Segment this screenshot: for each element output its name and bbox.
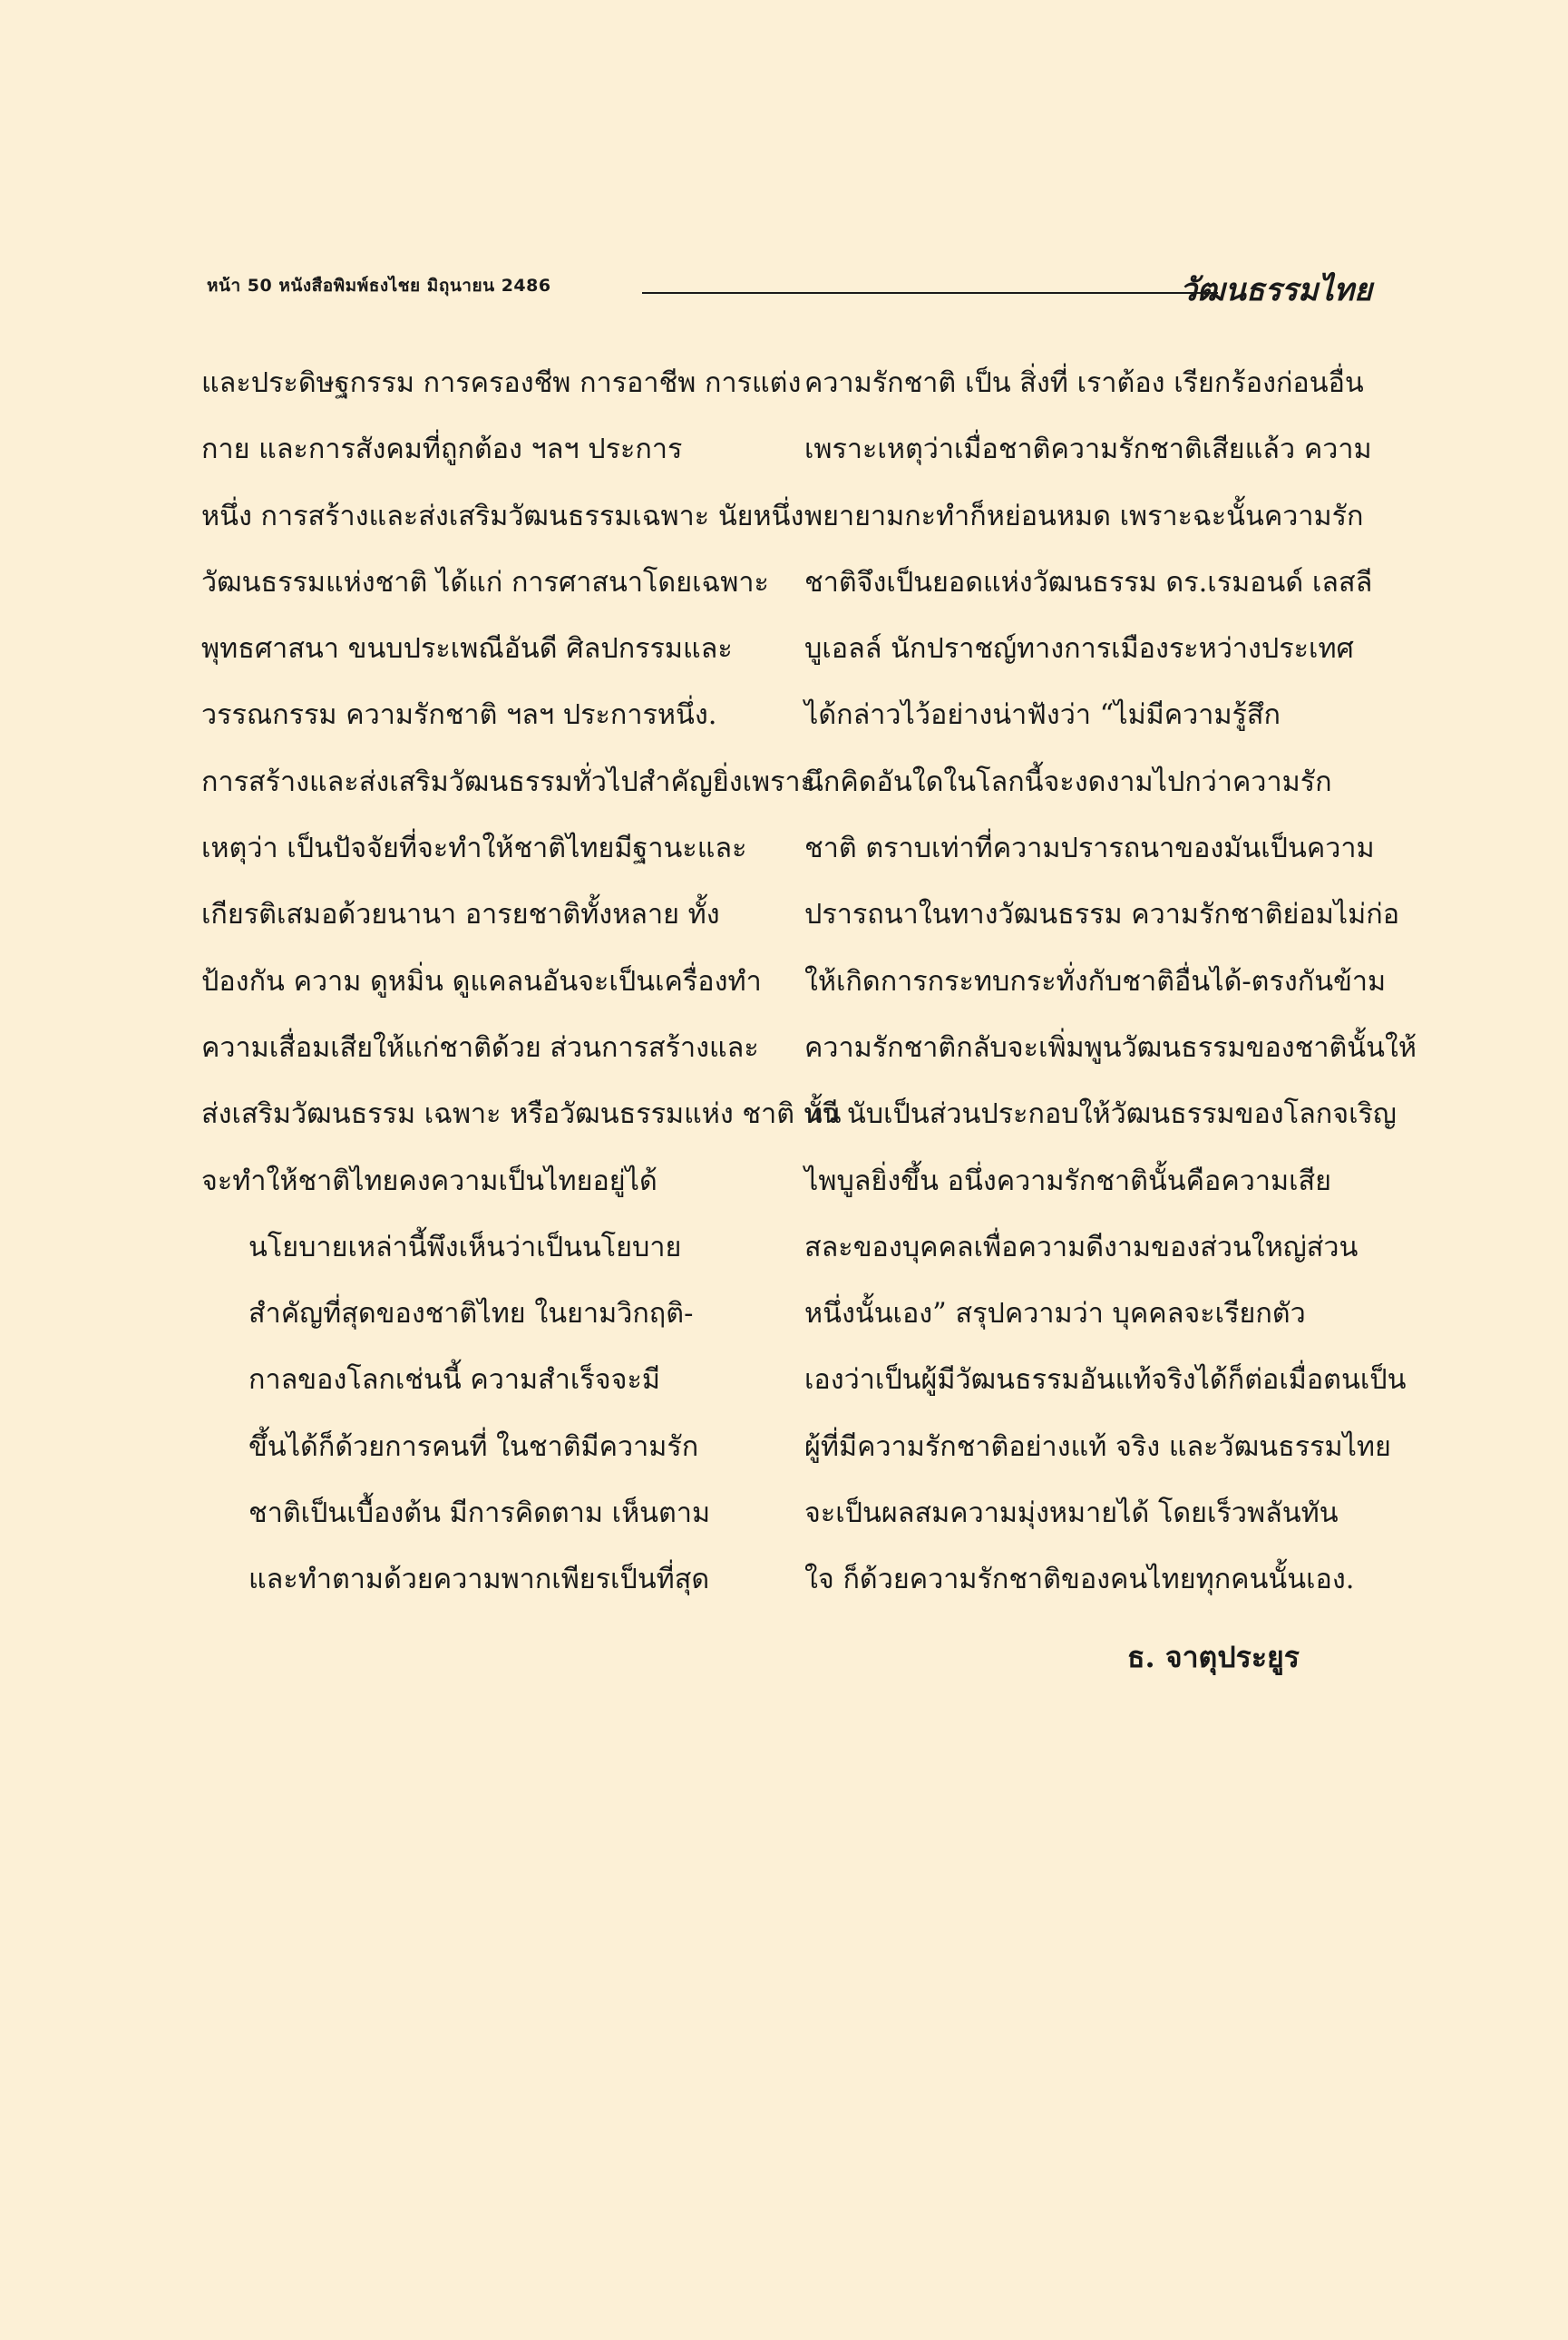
text-line: ป้องกัน ความ ดูหมิ่น ดูแคลนอันจะเป็นเครื่องทำ — [201, 965, 762, 998]
text-line: ส่งเสริมวัฒนธรรม เฉพาะ หรือวัฒนธรรมแห่ง ชาติ นั้น — [201, 1098, 842, 1131]
text-line: กาลของโลกเช่นนี้ ความสำเร็จจะมี — [248, 1364, 660, 1397]
text-line: ขึ้นได้ก็ด้วยการคนที่ ในชาติมีความรัก — [248, 1430, 699, 1463]
page-number-and-publication: หน้า 50 หนังสือพิมพ์ธงไชย มิถุนายน 2486 — [207, 276, 551, 296]
text-line: ความรักชาติกลับจะเพิ่มพูนวัฒนธรรมของชาตินั้นให้ — [804, 1031, 1417, 1064]
text-line: และทำตามด้วยความพากเพียรเป็นที่สุด — [248, 1564, 710, 1596]
text-line: จะเป็นผลสมความมุ่งหมายได้ โดยเร็วพลันทัน — [804, 1497, 1339, 1530]
text-line: สละของบุคคลเพื่อความดีงามของส่วนใหญ่ส่วน — [804, 1231, 1359, 1263]
left-column — [201, 350, 842, 1614]
text-line: บูเอลล์ นักปราชญ์ทางการเมืองระหว่างประเทศ — [804, 633, 1354, 666]
text-line: ได้กล่าวไว้อย่างน่าฟังว่า “ไม่มีความรู้สึก — [804, 699, 1281, 732]
text-line: วัฒนธรรมแห่งชาติ ได้แก่ การศาสนาโดยเฉพาะ — [201, 566, 769, 599]
text-line: หนึ่งนั้นเอง” สรุปความว่า บุคคลจะเรียกตัว — [804, 1298, 1306, 1331]
text-line: การสร้างและส่งเสริมวัฒนธรรมทั่วไปสำคัญยิ่งเพราะ — [201, 765, 816, 798]
text-line: เกียรติเสมอด้วยนานา อารยชาติทั้งหลาย ทั้ง — [201, 899, 720, 931]
text-line: เองว่าเป็นผู้มีวัฒนธรรมอันแท้จริงได้ก็ต่อเมื่อตนเป็น — [804, 1364, 1407, 1397]
text-line: ผู้ที่มีความรักชาติอย่างแท้ จริง และวัฒนธรรมไทย — [804, 1430, 1391, 1463]
right-column — [804, 350, 1417, 1614]
text-line: เพราะเหตุว่าเมื่อชาติความรักชาติเสียแล้ว ความ — [804, 434, 1372, 466]
text-line: จะทำให้ชาติไทยคงความเป็นไทยอยู่ได้ — [201, 1165, 657, 1197]
page-header — [207, 265, 1372, 308]
text-line: เหตุว่า เป็นปัจจัยที่จะทำให้ชาติไทยมีฐานะและ — [201, 833, 747, 865]
section-title: วัฒนธรรมไทย — [1179, 272, 1372, 308]
text-line: และประดิษฐกรรม การครองชีพ การอาชีพ การแต่ง — [201, 367, 802, 399]
text-line: ชาติจึงเป็นยอดแห่งวัฒนธรรม ดร.เรมอนด์ เลสลี — [804, 566, 1373, 599]
text-line: นโยบายเหล่านี้พึงเห็นว่าเป็นนโยบาย — [248, 1231, 682, 1263]
text-line: ให้เกิดการกระทบกระทั่งกับชาติอื่นได้-ตรงกันข้าม — [804, 965, 1387, 998]
text-line: สำคัญที่สุดของชาติไทย ในยามวิกฤติ- — [248, 1298, 694, 1331]
header-rule — [642, 292, 1218, 294]
author-signature: ธ. จาตุประยูร — [1127, 1640, 1300, 1674]
text-line: ไพบูลยิ่งขึ้น อนึ่งความรักชาตินั้นคือความเสีย — [804, 1165, 1332, 1197]
text-line: ความเสื่อมเสียให้แก่ชาติด้วย ส่วนการสร้างและ — [201, 1031, 759, 1064]
text-line: วรรณกรรม ความรักชาติ ฯลฯ ประการหนึ่ง. — [201, 699, 717, 732]
text-line: พยายามกะทำก็หย่อนหมด เพราะฉะนั้นความรัก — [804, 500, 1364, 532]
text-line: ปรารถนาในทางวัฒนธรรม ความรักชาติย่อมไม่ก่อ — [804, 899, 1400, 931]
text-line: ใจ ก็ด้วยความรักชาติของคนไทยทุกคนนั้นเอง. — [804, 1564, 1355, 1596]
text-line: กาย และการสังคมที่ถูกต้อง ฯลฯ ประการ — [201, 434, 683, 466]
text-line: ชาติ ตราบเท่าที่ความปรารถนาของมันเป็นความ — [804, 833, 1375, 865]
text-line: หนึ่ง การสร้างและส่งเสริมวัฒนธรรมเฉพาะ นัยหนึ่ง — [201, 500, 804, 532]
text-line: นึกคิดอันใดในโลกนี้จะงดงามไปกว่าความรัก — [804, 765, 1332, 798]
text-line: ความรักชาติ เป็น สิ่งที่ เราต้อง เรียกร้องก่อนอื่น — [804, 367, 1364, 399]
text-line: พุทธศาสนา ขนบประเพณีอันดี ศิลปกรรมและ — [201, 633, 733, 666]
text-line: ชาติเป็นเบื้องต้น มีการคิดตาม เห็นตาม — [248, 1497, 711, 1530]
text-line: ทวี นับเป็นส่วนประกอบให้วัฒนธรรมของโลกจเริญ — [804, 1098, 1397, 1131]
